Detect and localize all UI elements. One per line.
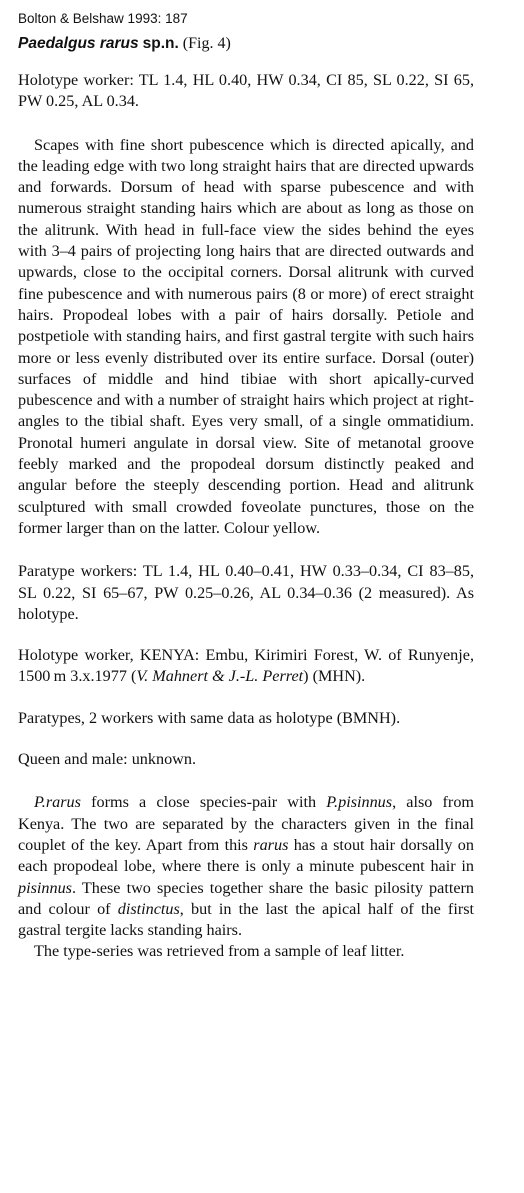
discussion-paragraph: [18, 792, 474, 941]
page-content: [18, 10, 474, 963]
figure-reference: (Fig. 4): [182, 35, 231, 52]
discussion-text: forms a close species-pair with: [80, 793, 327, 812]
holotype-data: [18, 645, 474, 688]
taxon-rarus: P.rarus: [34, 793, 81, 812]
citation: Bolton & Belshaw 1993: 187: [18, 11, 188, 26]
paratypes-note: Paratypes, 2 workers with same data as holotype (BMNH).: [18, 708, 401, 727]
paratype-measurements: Paratype workers: TL 1.4, HL 0.40–0.41, HW 0.33–0.34, CI 83–85, SL 0.22, SI 65–67, PW 0.25–0.26, AL 0.34–0.36 (2 measured). As holotype.: [18, 562, 474, 623]
species-heading: [18, 32, 474, 70]
holotype-collectors: V. Mahnert & J.-L. Perret: [136, 667, 304, 686]
holotype-data-suffix: ) (MHN).: [303, 667, 366, 686]
taxon-distinctus: distinctus: [117, 899, 180, 918]
discussion-text: . These two species together share the basic pilosity pattern and colour of: [18, 878, 474, 918]
discussion-text: , also from Kenya. The two are separated by the characters given in the final couplet of the key. Apart from this: [18, 793, 475, 854]
species-status: sp.n.: [142, 35, 179, 52]
taxon-pisinnus: P.pisinnus: [326, 793, 393, 812]
taxon-pisinnus: pisinnus: [18, 878, 72, 897]
queen-male-note: Queen and male: unknown.: [18, 750, 197, 769]
discussion-text: , but in the last the apical half of the first gastral tergite lacks standing hairs.: [18, 899, 475, 940]
discussion-text: has a stout hair dorsally on each propodeal lobe, where there is only a minute pubescent hair in: [18, 835, 474, 876]
type-series-note: The type-series was retrieved from a sample of leaf litter.: [34, 942, 405, 961]
species-name: Paedalgus rarus: [18, 35, 139, 52]
description-paragraph: Scapes with fine short pubescence which is directed apically, and the leading edge with two long straight hairs that are directed upwards and forwards. Dorsum of head with sparse pubescence and with numerous straight standing hairs which are about as long as those on the alitrunk. With head in full-face view the sides behind the eyes with 3–4 pairs of projecting long hairs that are directed outwards and upwards, close to the occipital corners. Dorsal alitrunk with curved fine pubescence and with numerous pairs (8 or more) of erect straight hairs. Propodeal lobes with a pair of hairs dorsally. Petiole and postpetiole with standing hairs, and first gastral tergite with such hairs more or less evenly distributed over its entire surface. Dorsal (outer) surfaces of middle and hind tibiae with short apically-curved pubescence and with a number of straight hairs which project at right-angles to the tibial shaft. Eyes very small, of a single ommatidium. Pronotal humeri angulate in dorsal view. Site of metanotal groove feebly marked and the propodeal dorsum distinctly peaked and angular before the steeply descending portion. Head and alitrunk sculptured with small crowded foveolate punctures, those on the former larger than on the latter. Colour yellow.: [18, 135, 474, 537]
holotype-data-prefix: Holotype worker, KENYA: Embu, Kirimiri Forest, W. of Runyenje, 1500 m 3.x.1977 (: [18, 646, 474, 686]
taxon-rarus: rarus: [253, 835, 289, 854]
holotype-measurements: Holotype worker: TL 1.4, HL 0.40, HW 0.34, CI 85, SL 0.22, SI 65, PW 0.25, AL 0.34.: [18, 71, 474, 111]
